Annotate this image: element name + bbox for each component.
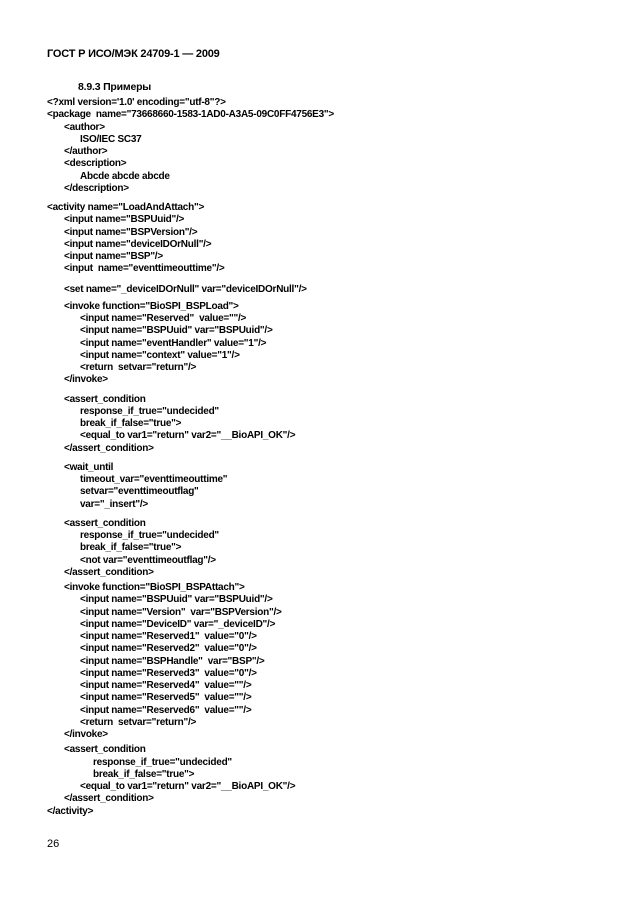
code-line: <input name="BSPUuid" var="BSPUuid"/> bbox=[80, 325, 273, 337]
code-line: <input name="BSPHandle" var="BSP"/> bbox=[80, 655, 265, 667]
code-line: <input name="BSPUuid"/> bbox=[64, 214, 185, 226]
code-line: <?xml version='1.0' encoding="utf-8"?> bbox=[47, 97, 226, 108]
code-line: <assert_condition bbox=[64, 744, 146, 756]
code-line: break_if_false="true"> bbox=[80, 542, 182, 554]
code-line: </author> bbox=[64, 146, 108, 157]
code-line: <set name="_deviceIDOrNull" var="deviceIDOrNull"/> bbox=[64, 283, 307, 295]
code-line: <input name="DeviceID" var="_deviceID"/> bbox=[80, 618, 276, 630]
code-line: <assert_condition bbox=[64, 517, 146, 529]
code-line: response_if_true="undecided" bbox=[80, 530, 219, 541]
code-line: <input name="deviceIDOrNull"/> bbox=[64, 238, 212, 250]
code-line: response_if_true="undecided" bbox=[93, 756, 232, 768]
code-line: <package name="73668660-1583-1AD0-A3A5-09C0FF4756E3"> bbox=[47, 109, 334, 121]
code-line: <input name="Reserved3" value="0"/> bbox=[80, 667, 257, 679]
code-line: <assert_condition bbox=[64, 393, 146, 405]
code-line: <invoke function="BioSPI_BSPLoad"> bbox=[64, 300, 239, 312]
code-line: <input name="Reserved4" value=""/> bbox=[80, 680, 252, 691]
code-line: </assert_condition> bbox=[64, 442, 154, 454]
code-line: <activity name="LoadAndAttach"> bbox=[47, 202, 205, 213]
code-line: </assert_condition> bbox=[64, 793, 154, 805]
code-line: <input name="Reserved1" value="0"/> bbox=[80, 631, 257, 642]
code-line: <author> bbox=[64, 121, 105, 133]
code-line: <invoke function="BioSPI_BSPAttach"> bbox=[64, 582, 245, 593]
code-line: break_if_false="true"> bbox=[80, 418, 182, 429]
code-line: <input name="BSPVersion"/> bbox=[64, 226, 198, 238]
code-line: <description> bbox=[64, 158, 127, 170]
code-line: <input name="eventtimeouttime"/> bbox=[64, 263, 225, 275]
code-line: <input name="Reserved2" value="0"/> bbox=[80, 643, 257, 655]
code-line: </invoke> bbox=[64, 729, 108, 740]
code-line: <input name="Reserved" value=""/> bbox=[80, 313, 247, 324]
code-line: Abcde abcde abcde bbox=[80, 170, 170, 182]
code-line: </assert_condition> bbox=[64, 566, 154, 578]
code-line: break_if_false="true"> bbox=[93, 768, 195, 780]
document-header: ГОСТ Р ИСО/МЭК 24709-1 — 2009 bbox=[47, 48, 220, 60]
code-line: </activity> bbox=[47, 805, 94, 817]
code-line: var="_insert"/> bbox=[80, 498, 148, 510]
code-line: ISO/IEC SC37 bbox=[80, 133, 142, 145]
code-line: timeout_var="eventtimeouttime" bbox=[80, 474, 228, 485]
section-title: 8.9.3 Примеры bbox=[78, 81, 152, 93]
code-line: </description> bbox=[64, 182, 129, 194]
code-line: <input name="context" value="1"/> bbox=[80, 349, 240, 361]
code-line: <return setvar="return"/> bbox=[80, 716, 197, 728]
code-line: </invoke> bbox=[64, 374, 108, 386]
code-line: <not var="eventtimeoutflag"/> bbox=[80, 554, 216, 566]
page-number: 26 bbox=[47, 838, 60, 850]
code-line: <input name="eventHandler" value="1"/> bbox=[80, 337, 267, 349]
code-line: <equal_to var1="return" var2="__BioAPI_OK"/> bbox=[80, 781, 296, 792]
code-line: setvar="eventtimeoutflag" bbox=[80, 486, 199, 498]
code-line: response_if_true="undecided" bbox=[80, 405, 219, 417]
code-line: <return setvar="return"/> bbox=[80, 362, 197, 373]
code-line: <input name="Reserved6" value=""/> bbox=[80, 704, 252, 716]
code-line: <input name="Reserved5" value=""/> bbox=[80, 692, 252, 704]
code-line: <input name="Version" var="BSPVersion"/> bbox=[80, 606, 282, 618]
code-line: <input name="BSPUuid" var="BSPUuid"/> bbox=[80, 594, 273, 606]
code-line: <equal_to var1="return" var2="__BioAPI_OK"/> bbox=[80, 430, 296, 442]
code-line: <wait_until bbox=[64, 461, 114, 473]
code-line: <input name="BSP"/> bbox=[64, 251, 163, 262]
